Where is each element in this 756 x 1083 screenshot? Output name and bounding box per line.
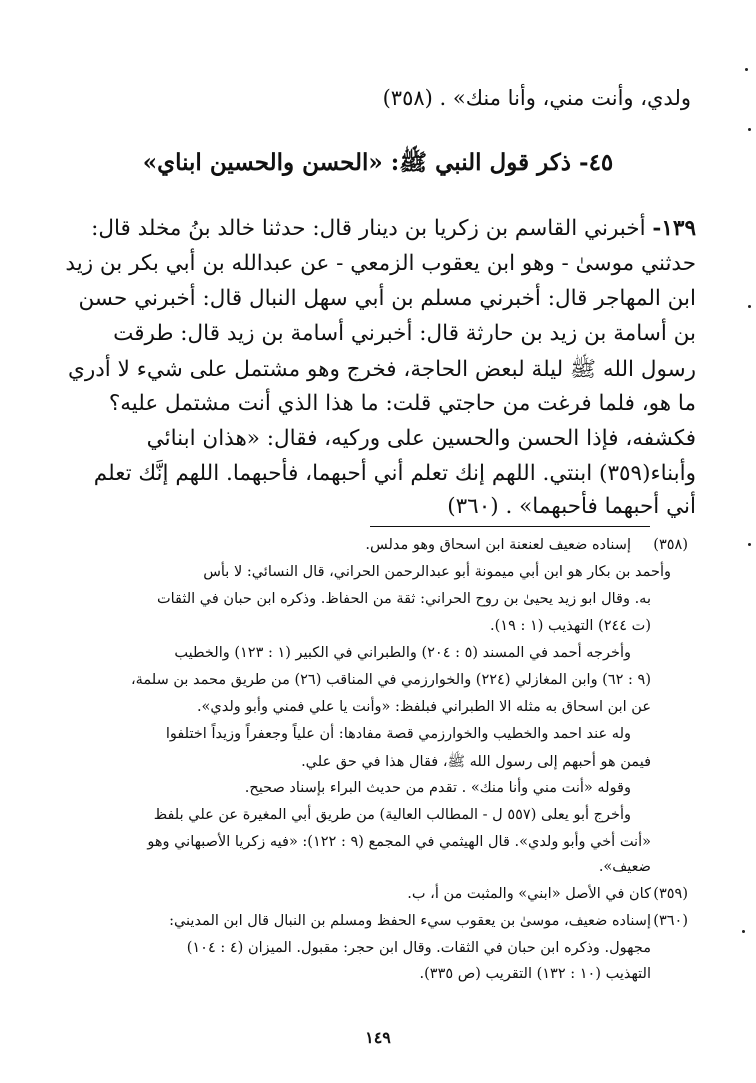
footnote-360-line-2: مجهول. وذكره ابن حبان في الثقات. وقال ابن حجر: مقبول. الميزان (٤ : ١٠٤) [186,940,651,956]
scan-speck [745,68,748,71]
footnote-separator [370,526,650,527]
hadith-line-3: ابن المهاجر قال: أخبرني مسلم بن أبي سهل النبال قال: أخبرني حسن [78,286,696,311]
scan-speck [748,543,751,546]
scan-speck [748,128,751,131]
footnote-358-line-5: وأخرجه أحمد في المسند (٥ : ٢٠٤) والطبراني في الكبير (١ : ١٢٣) والخطيب [174,645,631,661]
footnote-358-line-4: (ت ٢٤٤) التهذيب (١ : ١٩). [490,618,651,634]
footnote-label-360: (٣٦٠) [653,913,688,929]
footnote-358-line-12: «أنت أخي وأبو ولدي». قال الهيثمي في المجمع (٩ : ١٢٢): «فيه زكريا الأصبهاني وهو [147,834,651,850]
footnote-358-line-6: (٩ : ٦٢) وابن المغازلي (٢٢٤) والخوارزمي في المناقب (٢٦) من طريق محمد بن سلمة، [130,672,651,688]
footnote-360-line-3: التهذيب (١٠ : ١٣٢) التقريب (ص ٣٣٥). [419,966,651,982]
footnote-358-line-7: عن ابن اسحاق به مثله الا الطبراني فبلفظ: «وأنت يا علي فمني وأبو ولدي». [196,699,651,715]
hadith-line-4: بن أسامة بن زيد بن حارثة قال: أخبرني أسامة بن زيد قال: طرقت [113,321,696,346]
footnote-label-358: (٣٥٨) [653,537,688,553]
footnote-360-line-1: إسناده ضعيف، موسىٰ بن يعقوب سيء الحفظ ومسلم بن النبال قال ابن المديني: [169,913,651,929]
hadith-line-6: ما هو، فلما فرغت من حاجتي قلت: ما هذا الذي أنت مشتمل عليه؟ [108,391,696,416]
scan-speck [742,930,745,933]
scan-speck [748,305,751,308]
continuation-line: ولدي، وأنت مني، وأنا منك» . (٣٥٨) [382,86,691,110]
footnote-label-359: (٣٥٩) [653,886,688,902]
page-number: ١٤٩ [365,1028,391,1047]
footnote-358-line-13: ضعيف». [598,859,651,875]
footnote-358-line-9: فيمن هو أحبهم إلى رسول الله ﷺ، فقال هذا في حق علي. [301,754,651,770]
footnote-358-line-2: وأحمد بن بكار هو ابن أبي ميمونة أبو عبدالرحمن الحراني، قال النسائي: لا بأس [203,564,671,580]
hadith-line-9: أني أحبهما فأحبهما» . (٣٦٠) [447,494,696,519]
footnote-358-line-1: إسناده ضعيف لعنعنة ابن اسحاق وهو مدلس. [365,537,631,553]
hadith-line-1 [91,216,696,241]
footnote-358-line-11: وأخرج أبو يعلى (٥٥٧ ل - المطالب العالية) من طريق أبي المغيرة عن علي بلفظ [153,807,631,823]
footnote-358-line-8: وله عند احمد والخطيب والخوارزمي قصة مفادها: أن علياً وجعفراً وزيداً اختلفوا [165,726,631,742]
footnote-359-text: كان في الأصل «ابني» والمثبت من أ، ب. [407,886,651,902]
hadith-line-2: حدثني موسىٰ - وهو ابن يعقوب الزمعي - عن عبدالله بن أبي بكر بن زيد [65,251,696,276]
hadith-number: ١٣٩- [652,216,696,241]
hadith-line-5: رسول الله ﷺ ليلة لبعض الحاجة، فخرج وهو مشتمل على شيء لا أدري [68,357,696,382]
hadith-line-8: وأبناء(٣٥٩) ابنتي. اللهم إنك تعلم أني أحبهما، فأحبهما. اللهم إنَّك تعلم [93,461,696,486]
footnote-358-line-10: وقوله «أنت مني وأنا منك» . تقدم من حديث البراء بإسناد صحيح. [244,780,631,796]
section-heading: ٤٥- ذكر قول النبي ﷺ: «الحسن والحسين ابناي» [142,149,614,176]
footnote-358-line-3: به. وقال ابو زيد يحيىٰ بن روح الحراني: ثقة من الحفاظ. وذكره ابن حبان في الثقات [156,591,651,607]
hadith-line-7: فكشفه، فإذا الحسن والحسين على وركيه، فقال: «هذان ابنائي [146,426,696,451]
hadith-line-1-text: أخبرني القاسم بن زكريا بن دينار قال: حدثنا خالد بنُ مخلد قال: [91,216,646,241]
